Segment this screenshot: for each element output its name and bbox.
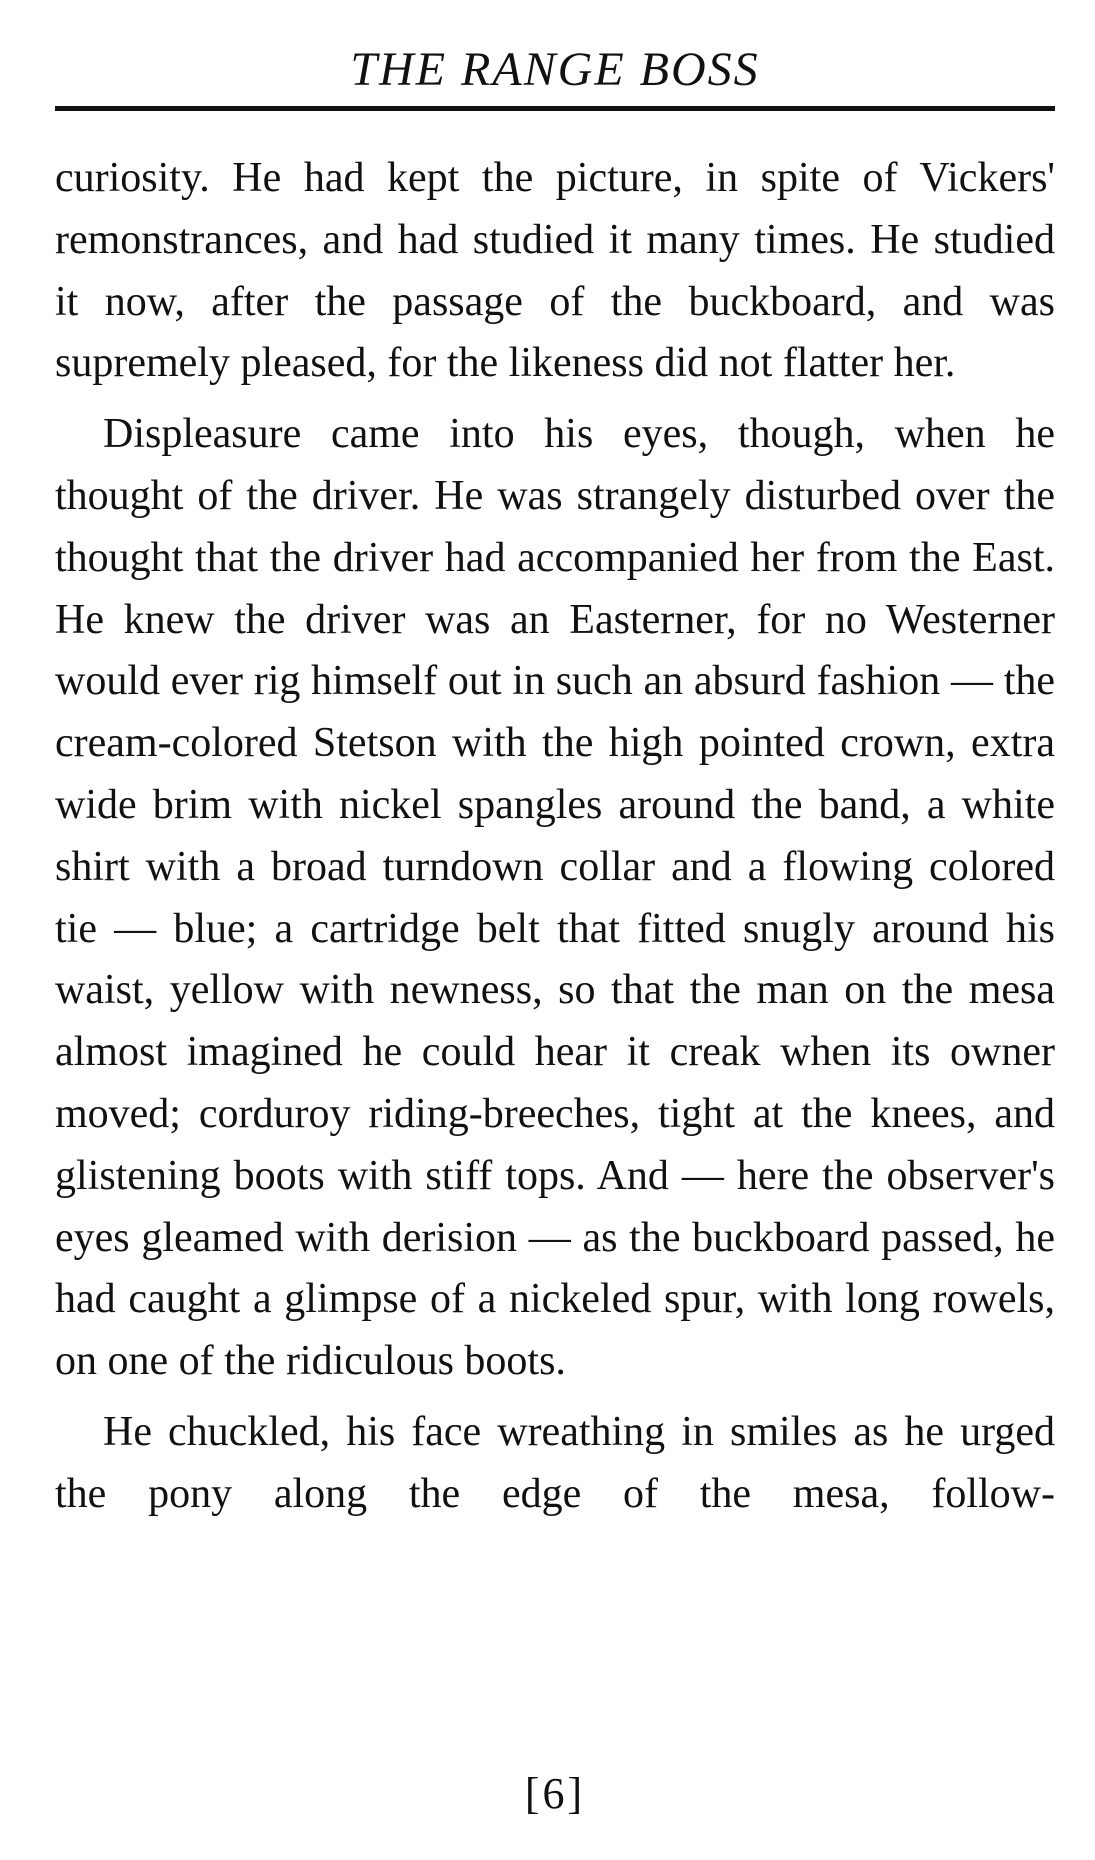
paragraph-continued: curiosity. He had kept the picture, in spite of Vickers' remonstrances, and had studied it many times. He studied it now, after the passage of the buckboard, and was supremely pleased, for the likeness did not flatter her. [55,155,1055,387]
running-head: THE RANGE BOSS [350,43,760,96]
body-text [55,148,1055,1535]
paragraph-displeasure: Displeasure came into his eyes, though, when he thought of the driver. He was strangely disturbed over the thought that the driver had accompanied her from the East. He knew the driver was an Easterner, for no Westerner would ever rig himself out in such an absurd fashion — the cream-colored Stetson with the high pointed crown, extra wide brim with nickel spangles around the band, a white shirt with a broad turndown collar and a flowing colored tie — blue; a cartridge belt that fitted snugly around his waist, yellow with newness, so that the man on the mesa almost imagined he could hear it creak when its owner moved; corduroy riding-breeches, tight at the knees, and glistening boots with stiff tops. And — here the observer's eyes gleamed with derision — as the buckboard passed, he had caught a glimpse of a nickeled spur, with long rowels, on one of the ridiculous boots. [55,411,1055,1385]
page-number: [6] [524,1769,586,1818]
book-page [55,0,1055,1860]
paragraph-chuckled: He chuckled, his face wreathing in smiles as he urged the pony along the edge of the mesa, follow- [55,1408,1055,1517]
header-rule [55,106,1055,111]
